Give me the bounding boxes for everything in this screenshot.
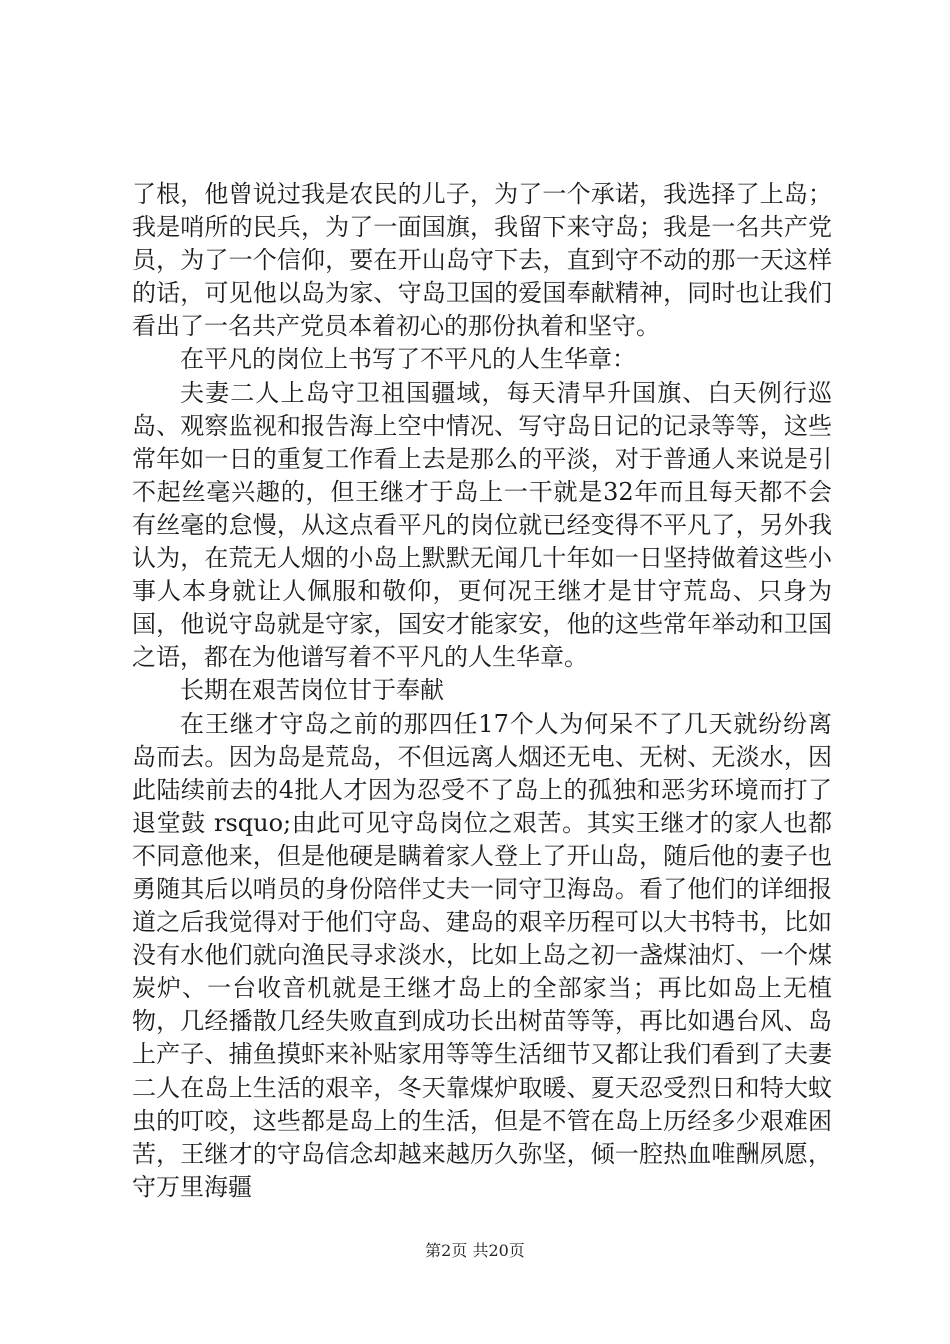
page-number-footer: 第2页 共20页 — [425, 1241, 525, 1260]
paragraph-continuation: 了根，他曾说过我是农民的儿子，为了一个承诺，我选择了上岛；我是哨所的民兵，为了一面国旗，我留下来守岛；我是一名共产党员，为了一个信仰，要在开山岛守下去，直到守不动的那一天这样的话，可见他以岛为家、守岛卫国的爱国奉献精神，同时也让我们看出了一名共产党员本着初心的那份执着和坚守。 — [132, 180, 832, 341]
document-body — [132, 178, 832, 1204]
paragraph-daily-duty: 夫妻二人上岛守卫祖国疆域，每天清早升国旗、白天例行巡岛、观察监视和报告海上空中情况、写守岛日记的记录等等，这些常年如一日的重复工作看上去是那么的平淡，对于普通人来说是引不起丝毫兴趣的，但王继才于岛上一干就是32年而且每天都不会有丝毫的怠慢，从这点看平凡的岗位就已经变得不平凡了，另外我认为，在荒无人烟的小岛上默默无闻几十年如一日坚持做着这些小事人本身就让人佩服和敬仰，更何况王继才是甘守荒岛、只身为国，他说守岛就是守家，国安才能家安，他的这些常年举动和卫国之语，都在为他谱写着不平凡的人生华章。 — [132, 378, 832, 672]
paragraph-hardship: 在王继才守岛之前的那四任17个人为何呆不了几天就纷纷离岛而去。因为岛是荒岛，不但远离人烟还无电、无树、无淡水，因此陆续前去的4批人才因为忍受不了岛上的孤独和恶劣环境而打了退堂鼓 rsquo;由此可见守岛岗位之艰苦。其实王继才的家人也都不同意他来，但是他硬是瞒着家人登上了开山岛，随后他的妻子也勇随其后以哨员的身份陪伴丈夫一同守卫海岛。看了他们的详细报道之后我觉得对于他们守岛、建岛的艰辛历程可以大书特书，比如没有水他们就向渔民寻求淡水，比如上岛之初一盏煤油灯、一个煤炭炉、一台收音机就是王继才岛上的全部家当；再比如岛上无植物，几经播散几经失败直到成功长出树苗等等，再比如遇台风、岛上产子、捕鱼摸虾来补贴家用等等生活细节又都让我们看到了夫妻二人在岛上生活的艰辛，冬天靠煤炉取暖、夏天忍受烈日和特大蚊虫的叮咬，这些都是岛上的生活，但是不管在岛上历经多少艰难困苦，王继才的守岛信念却越来越历久弥坚，倾一腔热血唯酬夙愿，守万里海疆 — [132, 709, 832, 1201]
section-heading-ordinary-post: 在平凡的岗位上书写了不平凡的人生华章： — [180, 345, 636, 374]
section-heading-hardship: 长期在艰苦岗位甘于奉献 — [180, 676, 444, 705]
